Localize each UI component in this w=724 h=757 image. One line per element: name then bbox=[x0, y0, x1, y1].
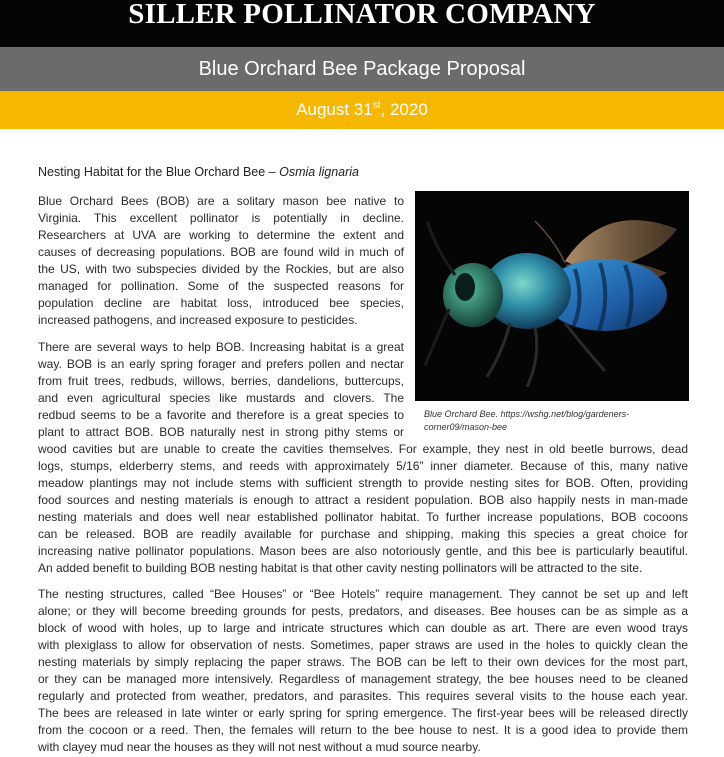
paragraph-line: with plexiglass to allow for observation of nests. Sometimes, paper straws are used in the holes to quickly clean the bbox=[38, 638, 688, 652]
paragraph-line: and even agricultural species like mustards and clovers. The bbox=[38, 391, 404, 405]
paragraph-line: increased pathogens, and increased exposure to pesticides. bbox=[38, 313, 358, 327]
header-subtitle-band bbox=[0, 47, 724, 91]
caption-line: corner09/mason-bee bbox=[424, 422, 508, 432]
paragraph-1 bbox=[38, 193, 404, 329]
paragraph-line: There are several ways to help BOB. Increasing habitat is a great bbox=[38, 340, 404, 354]
paragraph-line: can be released. BOB are readily available for purchase and shipping, making this species a great choice for bbox=[38, 527, 688, 541]
document-date bbox=[0, 91, 724, 129]
paragraph-line: causes of decreasing populations. BOB are found wild in much of bbox=[38, 245, 404, 259]
header-title-band bbox=[0, 0, 724, 47]
paragraph-line: meadow plantings may not include stems with sufficient strength to provide nesting sites for BOB. Often, providing bbox=[38, 476, 688, 490]
paragraph-2-intro bbox=[38, 339, 404, 441]
paragraph-line: population decline are habitat loss, introduced bee species, bbox=[38, 296, 404, 310]
paragraph-line: plant to attract BOB. BOB naturally nest in strong pithy stems or bbox=[38, 425, 404, 439]
paragraph-line: The nesting structures, called “Bee Houses” or “Bee Hotels” require management. They cannot be set up and left bbox=[38, 587, 688, 601]
paragraph-3 bbox=[38, 586, 688, 756]
paragraph-line: Virginia. This excellent pollinator is potentially in decline. bbox=[38, 211, 404, 225]
section-heading bbox=[38, 165, 359, 179]
paragraph-line: increasing native pollinator populations. Mason bees are also notoriously gentle, and this bee is particularly beautiful. bbox=[38, 544, 688, 558]
paragraph-line: from fruit trees, redbuds, willows, berries, dandelions, buttercups, bbox=[38, 374, 404, 388]
paragraph-line: block of wood with holes, up to large and intricate structures which can double as art. There are even wood trays bbox=[38, 621, 688, 635]
caption-line: Blue Orchard Bee. https://wshg.net/blog/gardeners- bbox=[424, 409, 630, 419]
paragraph-line: nesting materials by simply replacing the paper straws. The BOB can be left to their own devices for the most part, bbox=[38, 655, 688, 669]
header-date-band bbox=[0, 91, 724, 129]
company-name: SILLER POLLINATOR COMPANY bbox=[128, 0, 596, 30]
figure-caption bbox=[424, 408, 684, 434]
bee-illustration bbox=[415, 191, 689, 401]
paragraph-line: or they can be managed more intensively. Regardless of management strategy, the bee houses need to be cleaned bbox=[38, 672, 688, 686]
paragraph-line: wood cavities but are unable to create the cavities themselves. For example, they nest in old beetle burrows, dead bbox=[38, 442, 688, 456]
paragraph-line: Researchers at UVA are working to determine the extent and bbox=[38, 228, 404, 242]
paragraph-line: redbud seems to be a favorite and therefore is a great species to bbox=[38, 408, 404, 422]
species-name: Osmia lignaria bbox=[279, 165, 359, 179]
paragraph-line: way. BOB is an early spring forager and prefers pollen and nectar bbox=[38, 357, 404, 371]
date-year: , 2020 bbox=[380, 100, 428, 119]
paragraph-line: nesting materials and does well near established pollinator habitat. To further increase populations, BOB cocoons bbox=[38, 510, 688, 524]
paragraph-line: food sources and nesting materials is enough to attract a resident population. BOB also happily nests in man-made bbox=[38, 493, 688, 507]
paragraph-line: from the cocoon or a reed. Then, the females will return to the bee house to nest. It is a good idea to provide them bbox=[38, 723, 688, 737]
paragraph-line: Blue Orchard Bees (BOB) are a solitary mason bee native to bbox=[38, 194, 404, 208]
paragraph-line: the US, with two subspecies divided by the Rockies, but are also bbox=[38, 262, 404, 276]
date-main: August 31 bbox=[296, 100, 373, 119]
mason-bee-photo bbox=[415, 191, 689, 401]
paragraph-line: An added benefit to building BOB nesting habitat is that other cavity nesting pollinators will be attracted to the site. bbox=[38, 561, 643, 575]
paragraph-line: with clayey mud near the houses as they will not nest without a mud source nearby. bbox=[38, 740, 481, 754]
paragraph-line: regularly and protected from weather, predators, and parasites. This requires several visits to the house each year. bbox=[38, 689, 688, 703]
paragraph-line: logs, stumps, elderberry stems, and reeds with approximately 5/16” inner diameter. Because of this, many native bbox=[38, 459, 688, 473]
paragraph-line: managed for pollination. Some of the suspected reasons for bbox=[38, 279, 404, 293]
date-ordinal-suffix: st bbox=[372, 100, 381, 111]
paragraph-2-continued bbox=[38, 441, 688, 577]
paragraph-line: alone; or they will become breeding grounds for pests, predators, and diseases. Bee houses can be as simple as a bbox=[38, 604, 688, 618]
paragraph-line: The bees are released in late winter or early spring for spring emergence. The first-year bees will be released directly bbox=[38, 706, 688, 720]
section-heading-text: Nesting Habitat for the Blue Orchard Bee – bbox=[38, 165, 280, 179]
document-subtitle: Blue Orchard Bee Package Proposal bbox=[198, 58, 526, 80]
